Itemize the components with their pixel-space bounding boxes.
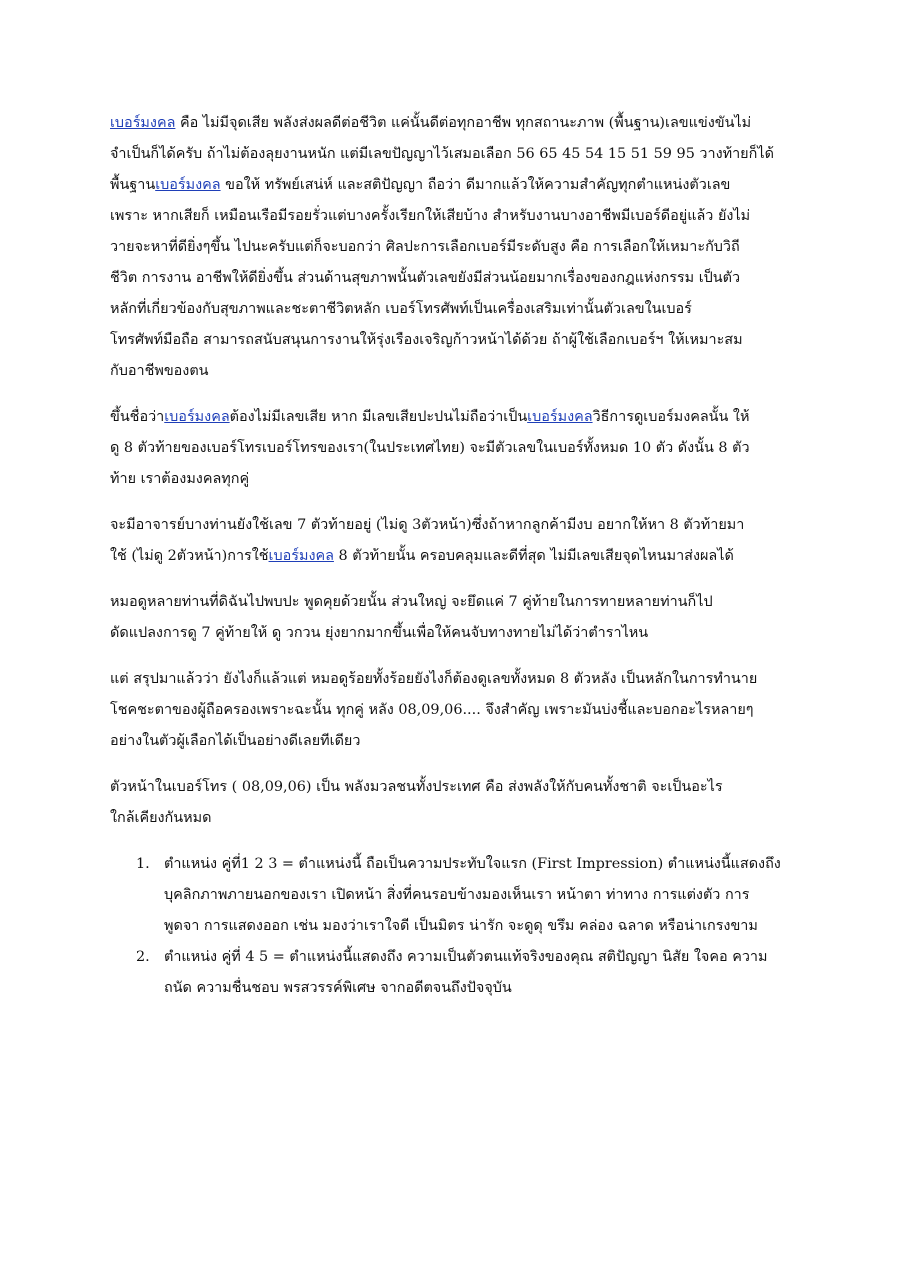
- list-item: [110, 942, 796, 1004]
- list-item: [110, 849, 796, 942]
- text-segment: ใช้ (ไม่ดู 2ตัวหน้า)การใช้: [110, 548, 269, 564]
- text-segment: 8 ตัวท้ายนั้น ครอบคลุมและดีที่สุด ไม่มีเลขเสียจุดไหนมาส่งผลได้: [333, 548, 734, 564]
- text-segment: คือ ไม่มีจุดเสีย พลังส่งผลดีต่อชีวิต แค่นั้นดีต่อทุกอาชีพ ทุกสถานะภาพ (พื้นฐาน)เลขแข่งขันไม่: [175, 115, 752, 131]
- text-line: ดู 8 ตัวท้ายของเบอร์โทรเบอร์โทรของเรา(ในประเทศไทย) จะมีตัวเลขในเบอร์ทั้งหมด 10 ตัว ดังนั้น 8 ตัว: [110, 440, 750, 456]
- keyword-link[interactable]: เบอร์มงคล: [110, 115, 176, 131]
- text-line: [110, 108, 796, 139]
- text-segment: ขอให้ ทรัพย์เสน่ห์ และสติปัญญา ถือว่า ดีมากแล้วให้ความสำคัญทุกตำแหน่งตัวเลข: [220, 177, 731, 193]
- text-line: โทรศัพท์มือถือ สามารถสนับสนุนการงานให้รุ่งเรืองเจริญก้าวหน้าได้ด้วย ถ้าผู้ใช้เลือกเบอร์ฯ ให้เหมาะสม: [110, 332, 743, 348]
- keyword-link[interactable]: เบอร์มงคล: [268, 548, 334, 564]
- text-line: ถนัด ความชื่นชอบ พรสวรรค์พิเศษ จากอดีตจนถึงปัจจุบัน: [164, 980, 512, 996]
- paragraph-3: [110, 510, 796, 572]
- text-line: ท้าย เราต้องมงคลทุกคู่: [110, 471, 250, 487]
- text-line: เพราะ หากเสียก็ เหมือนเรือมีรอยรั่วแต่บางครั้งเรียกให้เสียบ้าง สำหรับงานบางอาชีพมีเบอร์ดีอยู่แล้ว ยังไม่: [110, 208, 751, 224]
- text-line: จะมีอาจารย์บางท่านยังใช้เลข 7 ตัวท้ายอยู่ (ไม่ดู 3ตัวหน้า)ซึ่งถ้าหากลูกค้ามีงบ อยากให้หา 8 ตัวท้ายมา: [110, 517, 745, 533]
- text-line: อย่างในตัวผู้เลือกได้เป็นอย่างดีเลยทีเดียว: [110, 733, 361, 749]
- text-line: ดัดแปลงการดู 7 คู่ท้ายให้ ดู วกวน ยุ่งยากมากขึ้นเพื่อให้คนจับทางทายไม่ได้ว่าตำราไหน: [110, 625, 649, 641]
- text-segment: ต้องไม่มีเลขเสีย หาก มีเลขเสียปะปนไม่ถือว่าเป็น: [229, 409, 528, 425]
- text-line: ตัวหน้าในเบอร์โทร ( 08,09,06) เป็น พลังมวลชนทั้งประเทศ คือ ส่งพลังให้กับคนทั้งชาติ จะเป็นอะไร: [110, 779, 723, 795]
- position-list: [110, 849, 796, 1004]
- list-number: 1.: [136, 856, 150, 872]
- text-segment: ขึ้นชื่อว่า: [110, 409, 165, 425]
- text-line: บุคลิกภาพภายนอกของเรา เปิดหน้า สิ่งที่คนรอบข้างมองเห็นเรา หน้าตา ท่าทาง การแต่งตัว การ: [164, 887, 750, 903]
- list-number: 2.: [136, 949, 150, 965]
- text-line: หลักที่เกี่ยวข้องกับสุขภาพและชะตาชีวิตหลัก เบอร์โทรศัพท์เป็นเครื่องเสริมเท่านั้นตัวเลขในเบอร์: [110, 301, 692, 317]
- text-line: ใกล้เคียงกันหมด: [110, 810, 212, 826]
- text-segment: วิธีการดูเบอร์มงคลนั้น ให้: [592, 409, 750, 425]
- text-line: ตำแหน่ง คู่ที่1 2 3 = ตำแหน่งนี้ ถือเป็นความประทับใจแรก (First Impression) ตำแหน่งนี้แสดงถึง: [164, 856, 781, 872]
- text-line: หมอดูหลายท่านที่ดิฉันไปพบปะ พูดคุยด้วยนั้น ส่วนใหญ่ จะยึดแค่ 7 คู่ท้ายในการทายหลายท่านก็ไป: [110, 594, 713, 610]
- text-line: พูดจา การแสดงออก เช่น มองว่าเราใจดี เป็นมิตร น่ารัก จะดูดุ ขรึม คล่อง ฉลาด หรือน่าเกรงขาม: [164, 918, 758, 934]
- paragraph-5: [110, 664, 796, 757]
- text-line: กับอาชีพของตน: [110, 363, 209, 379]
- text-line: วายจะหาที่ดียิ่งๆขึ้น ไปนะครับแต่ก็จะบอกว่า ศิลปะการเลือกเบอร์มีระดับสูง คือ การเลือกให้เหมาะกับวิถี: [110, 239, 740, 255]
- text-line: จำเป็นก็ได้ครับ ถ้าไม่ต้องลุยงานหนัก แต่มีเลขปัญญาไว้เสมอเลือก 56 65 45 54 15 51 59 95 วางท้ายก็ได้: [110, 146, 774, 162]
- paragraph-2: [110, 402, 796, 495]
- text-line: [110, 170, 796, 201]
- paragraph-1: [110, 108, 796, 387]
- keyword-link[interactable]: เบอร์มงคล: [155, 177, 221, 193]
- text-line: แต่ สรุปมาแล้วว่า ยังไงก็แล้วแต่ หมอดูร้อยทั้งร้อยยังไงก็ต้องดูเลขทั้งหมด 8 ตัวหลัง เป็นหลักในการทำนาย: [110, 671, 758, 687]
- keyword-link[interactable]: เบอร์มงคล: [164, 409, 230, 425]
- text-segment: พื้นฐาน: [110, 177, 156, 193]
- text-line: [110, 541, 796, 572]
- text-line: [110, 402, 796, 433]
- paragraph-4: [110, 587, 796, 649]
- text-line: ชีวิต การงาน อาชีพให้ดียิ่งขึ้น ส่วนด้านสุขภาพนั้นตัวเลขยังมีส่วนน้อยมากเรื่องของกฎแห่งกรรม เป็นตัว: [110, 270, 741, 286]
- paragraph-6: [110, 772, 796, 834]
- text-line: โชคชะตาของผู้ถือครองเพราะฉะนั้น ทุกคู่ หลัง 08,09,06.... จึงสำคัญ เพราะมันบ่งชี้และบอกอะไรหลายๆ: [110, 702, 754, 718]
- keyword-link[interactable]: เบอร์มงคล: [527, 409, 593, 425]
- text-line: ตำแหน่ง คู่ที่ 4 5 = ตำแหน่งนี้แสดงถึง ความเป็นตัวตนแท้จริงของคุณ สติปัญญา นิสัย ใจคอ ความ: [164, 949, 768, 965]
